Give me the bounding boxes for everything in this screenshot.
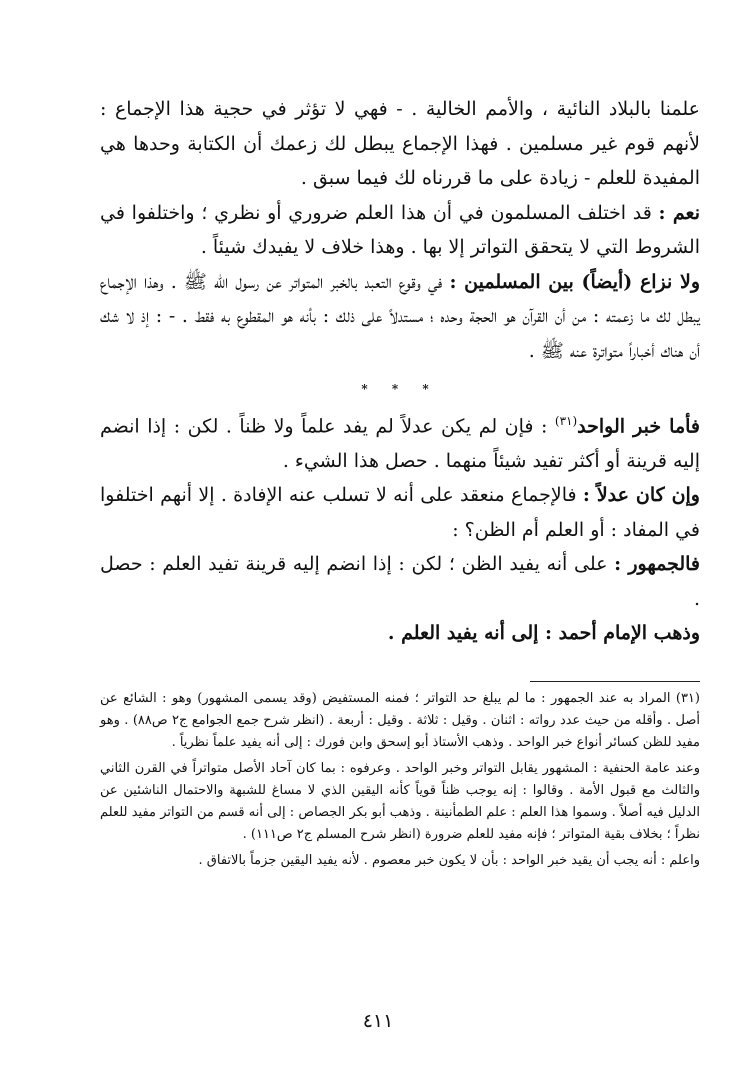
paragraph-6: [100, 547, 700, 616]
footnote-31: (٣١) المراد به عند الجمهور : ما لم يبلغ حد التواتر ؛ فمنه المستفيض (وقد يسمى المشهور) وهو : الشائع عن أصل . وأقله من حيث عدد رواته : اثنان . وقيل : ثلاثة . وقيل : أربعة . (انظر شرح جمع الجوامع ج٢ ص٨٨) . وهو مفيد للظن كسائر أنواع خبر الواحد . وذهب الأستاذ أبو إسحق وابن فورك : إلى أنه يفيد علماً نظرياً .: [100, 691, 700, 750]
lead-jumhur: فالجمهور :: [614, 553, 700, 576]
paragraph-6-text: على أنه يفيد الظن ؛ لكن : إذا انضم إليه قرينة تفيد العلم : حصل .: [100, 553, 700, 610]
paragraph-5: [100, 478, 700, 547]
footnote-hanafi: وعند عامة الحنفية : المشهور يقابل التواتر وخبر الواحد . وعرفوه : بما كان آحاد الأصل متواتراً في القرن الثاني والثالث مع قبول الأمة . وقالوا : إنه يوجب ظناً قوياً كأنه اليقين الذي لا مساغ للشبهة والاحتمال الناشئين عن الدليل فيه أصلاً . وسموا هذا العلم : علم الطمأنينة . وذهب أبو بكر الجصاص : إلى أنه قسم من التواتر مفيد للعلم نظراً ؛ بخلاف بقية المتواتر ؛ فإنه مفيد للعلم ضرورة (انظر شرح المسلم ج٢ ص١١١) .: [100, 761, 700, 842]
footnotes: [100, 688, 700, 876]
footnote-ref: (٣١): [554, 414, 578, 428]
paragraph-4-text: : فإن لم يكن عدلاً لم يفد علماً ولا ظناً . لكن : إذا انضم إليه قرينة أو أكثر تفيد شيئاً منهما . حصل هذا الشيء .: [100, 415, 700, 472]
paragraph-3: [100, 265, 700, 369]
paragraph-2: [100, 196, 700, 265]
lead-adl: وإن كان عدلاً :: [582, 484, 700, 507]
paragraph-4: [100, 404, 700, 478]
paragraph-2-text: قد اختلف المسلمون في أن هذا العلم ضروري أو نظري ؛ واختلفوا في الشروط التي لا يتحقق التواتر إلا بها . وهذا خلاف لا يفيدك شيئاً .: [100, 201, 700, 258]
section-separator: * * *: [361, 382, 439, 396]
main-text: [100, 92, 700, 651]
lead-khabar-wahid: فأما خبر الواحد: [577, 415, 700, 438]
paragraph-1: علمنا بالبلاد النائية ، والأمم الخالية . - فهي لا تؤثر في حجية هذا الإجماع : لأنهم قوم غير مسلمين . فهذا الإجماع يبطل لك زعمك أن الكتابة وحدها هي المفيدة للعلم - زيادة على ما قررناه لك فيما سبق .: [100, 98, 700, 189]
paragraph-3-text: في وقوع التعبد بالخبر المتواتر عن رسول الله ﷺ . وهذا الإجماع يبطل لك ما زعمته : من أن القرآن هو الحجة وحده ؛ مستدلاً على ذلك : بأنه هو المقطوع به فقط . - : إذ لا شك أن هناك أخباراً متواترة عنه ﷺ .: [100, 270, 700, 362]
paragraph-7: وذهب الإمام أحمد : إلى أنه يفيد العلم .: [387, 622, 700, 645]
page-number: ٤١١: [362, 1010, 394, 1032]
lead-naam: نعم :: [658, 201, 700, 224]
footnote-closing: واعلم : أنه يجب أن يقيد خبر الواحد : بأن لا يكون خبر معصوم . لأنه يفيد اليقين جزماً بالاتفاق .: [198, 853, 700, 868]
lead-la-nizaa: ولا نزاع (أيضاً) بين المسلمين :: [449, 270, 701, 293]
paragraph-5-text: فالإجماع منعقد على أنه لا تسلب عنه الإفادة . إلا أنهم اختلفوا في المفاد : أو العلم أم الظن؟ :: [100, 484, 700, 541]
footnote-divider: [530, 681, 700, 682]
